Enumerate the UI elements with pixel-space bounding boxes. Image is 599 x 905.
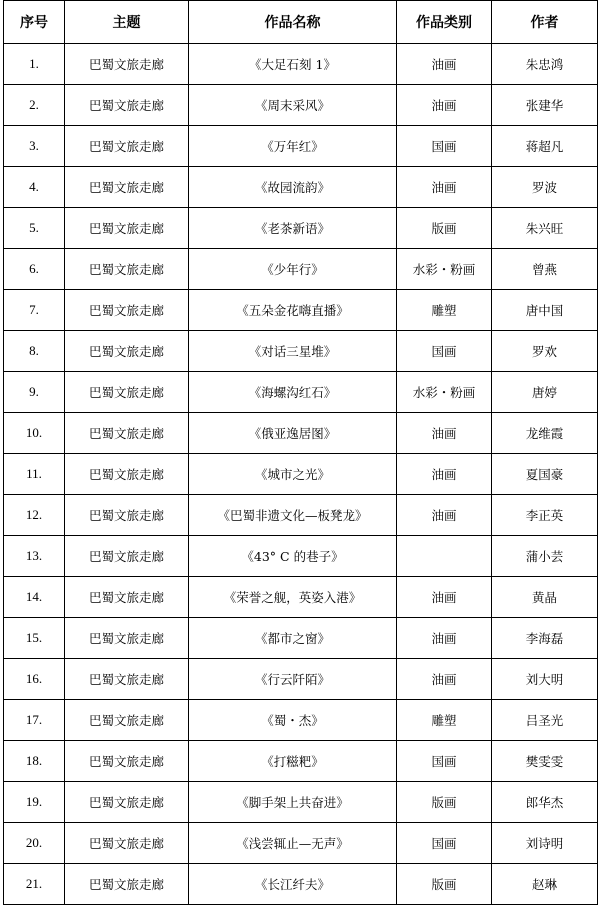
cell-category: 雕塑 xyxy=(397,290,492,331)
header-index: 序号 xyxy=(4,1,65,44)
cell-index: 18. xyxy=(4,741,65,782)
cell-author: 李海磊 xyxy=(492,618,598,659)
cell-title: 《蜀・杰》 xyxy=(189,700,397,741)
cell-theme: 巴蜀文旅走廊 xyxy=(65,167,189,208)
cell-theme: 巴蜀文旅走廊 xyxy=(65,85,189,126)
cell-title: 《43° C 的巷子》 xyxy=(189,536,397,577)
table-header-row xyxy=(4,1,598,44)
table-row xyxy=(4,659,598,700)
cell-theme: 巴蜀文旅走廊 xyxy=(65,577,189,618)
cell-index: 4. xyxy=(4,167,65,208)
table-row xyxy=(4,126,598,167)
cell-title: 《对话三星堆》 xyxy=(189,331,397,372)
cell-category: 油画 xyxy=(397,85,492,126)
table-row xyxy=(4,85,598,126)
table-row xyxy=(4,249,598,290)
cell-author: 郎华杰 xyxy=(492,782,598,823)
cell-category: 油画 xyxy=(397,454,492,495)
cell-title: 《故园流韵》 xyxy=(189,167,397,208)
cell-index: 6. xyxy=(4,249,65,290)
cell-author: 夏国豪 xyxy=(492,454,598,495)
cell-title: 《周末采风》 xyxy=(189,85,397,126)
cell-index: 19. xyxy=(4,782,65,823)
cell-category: 国画 xyxy=(397,331,492,372)
table-row xyxy=(4,577,598,618)
cell-title: 《打糍粑》 xyxy=(189,741,397,782)
header-author: 作者 xyxy=(492,1,598,44)
cell-title: 《行云阡陌》 xyxy=(189,659,397,700)
cell-title: 《老茶新语》 xyxy=(189,208,397,249)
cell-index: 2. xyxy=(4,85,65,126)
cell-theme: 巴蜀文旅走廊 xyxy=(65,290,189,331)
cell-theme: 巴蜀文旅走廊 xyxy=(65,782,189,823)
cell-author: 樊雯雯 xyxy=(492,741,598,782)
cell-category: 国画 xyxy=(397,126,492,167)
cell-title: 《少年行》 xyxy=(189,249,397,290)
cell-author: 蒲小芸 xyxy=(492,536,598,577)
cell-index: 15. xyxy=(4,618,65,659)
cell-theme: 巴蜀文旅走廊 xyxy=(65,864,189,905)
cell-index: 1. xyxy=(4,44,65,85)
header-theme: 主题 xyxy=(65,1,189,44)
table-row xyxy=(4,167,598,208)
cell-index: 5. xyxy=(4,208,65,249)
table-row xyxy=(4,208,598,249)
header-category: 作品类别 xyxy=(397,1,492,44)
cell-theme: 巴蜀文旅走廊 xyxy=(65,249,189,290)
cell-theme: 巴蜀文旅走廊 xyxy=(65,372,189,413)
cell-index: 13. xyxy=(4,536,65,577)
cell-index: 12. xyxy=(4,495,65,536)
cell-title: 《都市之窗》 xyxy=(189,618,397,659)
cell-theme: 巴蜀文旅走廊 xyxy=(65,700,189,741)
cell-category: 国画 xyxy=(397,823,492,864)
cell-category: 油画 xyxy=(397,495,492,536)
cell-category: 油画 xyxy=(397,167,492,208)
table-row xyxy=(4,454,598,495)
cell-title: 《长江纤夫》 xyxy=(189,864,397,905)
cell-category: 油画 xyxy=(397,659,492,700)
cell-author: 唐婷 xyxy=(492,372,598,413)
cell-author: 吕圣光 xyxy=(492,700,598,741)
cell-category: 雕塑 xyxy=(397,700,492,741)
cell-author: 刘诗明 xyxy=(492,823,598,864)
cell-theme: 巴蜀文旅走廊 xyxy=(65,536,189,577)
cell-index: 20. xyxy=(4,823,65,864)
header-title: 作品名称 xyxy=(189,1,397,44)
cell-index: 16. xyxy=(4,659,65,700)
cell-index: 10. xyxy=(4,413,65,454)
cell-title: 《脚手架上共奋进》 xyxy=(189,782,397,823)
table-row xyxy=(4,44,598,85)
cell-author: 黄晶 xyxy=(492,577,598,618)
cell-category: 版画 xyxy=(397,782,492,823)
cell-theme: 巴蜀文旅走廊 xyxy=(65,659,189,700)
cell-theme: 巴蜀文旅走廊 xyxy=(65,413,189,454)
cell-index: 3. xyxy=(4,126,65,167)
cell-category: 油画 xyxy=(397,618,492,659)
table-row xyxy=(4,618,598,659)
cell-category: 油画 xyxy=(397,577,492,618)
cell-theme: 巴蜀文旅走廊 xyxy=(65,44,189,85)
cell-theme: 巴蜀文旅走廊 xyxy=(65,454,189,495)
cell-author: 曾燕 xyxy=(492,249,598,290)
table-row xyxy=(4,782,598,823)
table-row xyxy=(4,372,598,413)
table-row xyxy=(4,290,598,331)
cell-theme: 巴蜀文旅走廊 xyxy=(65,823,189,864)
artwork-table xyxy=(3,0,598,905)
cell-author: 蒋超凡 xyxy=(492,126,598,167)
table-row xyxy=(4,741,598,782)
table-row xyxy=(4,495,598,536)
cell-category: 水彩・粉画 xyxy=(397,249,492,290)
cell-author: 朱兴旺 xyxy=(492,208,598,249)
cell-index: 9. xyxy=(4,372,65,413)
table-row xyxy=(4,864,598,905)
cell-index: 21. xyxy=(4,864,65,905)
cell-title: 《万年红》 xyxy=(189,126,397,167)
cell-author: 朱忠鸿 xyxy=(492,44,598,85)
cell-theme: 巴蜀文旅走廊 xyxy=(65,495,189,536)
cell-category: 版画 xyxy=(397,864,492,905)
cell-category: 水彩・粉画 xyxy=(397,372,492,413)
cell-title: 《荣誉之舰，英姿入港》 xyxy=(189,577,397,618)
cell-category: 国画 xyxy=(397,741,492,782)
table-row xyxy=(4,823,598,864)
cell-category: 油画 xyxy=(397,413,492,454)
cell-title: 《城市之光》 xyxy=(189,454,397,495)
table-body xyxy=(4,44,598,905)
cell-index: 11. xyxy=(4,454,65,495)
table-row xyxy=(4,700,598,741)
cell-author: 罗波 xyxy=(492,167,598,208)
cell-index: 14. xyxy=(4,577,65,618)
cell-theme: 巴蜀文旅走廊 xyxy=(65,126,189,167)
cell-theme: 巴蜀文旅走廊 xyxy=(65,331,189,372)
cell-author: 李正英 xyxy=(492,495,598,536)
cell-index: 8. xyxy=(4,331,65,372)
cell-title: 《五朵金花嗨直播》 xyxy=(189,290,397,331)
cell-theme: 巴蜀文旅走廊 xyxy=(65,741,189,782)
cell-author: 唐中国 xyxy=(492,290,598,331)
table-row xyxy=(4,331,598,372)
cell-title: 《海螺沟红石》 xyxy=(189,372,397,413)
cell-theme: 巴蜀文旅走廊 xyxy=(65,208,189,249)
cell-author: 罗欢 xyxy=(492,331,598,372)
cell-theme: 巴蜀文旅走廊 xyxy=(65,618,189,659)
cell-index: 7. xyxy=(4,290,65,331)
cell-author: 张建华 xyxy=(492,85,598,126)
cell-category: 版画 xyxy=(397,208,492,249)
cell-author: 龙维霞 xyxy=(492,413,598,454)
cell-title: 《大足石刻 1》 xyxy=(189,44,397,85)
cell-index: 17. xyxy=(4,700,65,741)
cell-author: 赵琳 xyxy=(492,864,598,905)
cell-category: 油画 xyxy=(397,44,492,85)
cell-title: 《巴蜀非遗文化—板凳龙》 xyxy=(189,495,397,536)
table-row xyxy=(4,536,598,577)
cell-title: 《俄亚逸居图》 xyxy=(189,413,397,454)
table-row xyxy=(4,413,598,454)
cell-author: 刘大明 xyxy=(492,659,598,700)
cell-category xyxy=(397,536,492,577)
cell-title: 《浅尝辄止—无声》 xyxy=(189,823,397,864)
